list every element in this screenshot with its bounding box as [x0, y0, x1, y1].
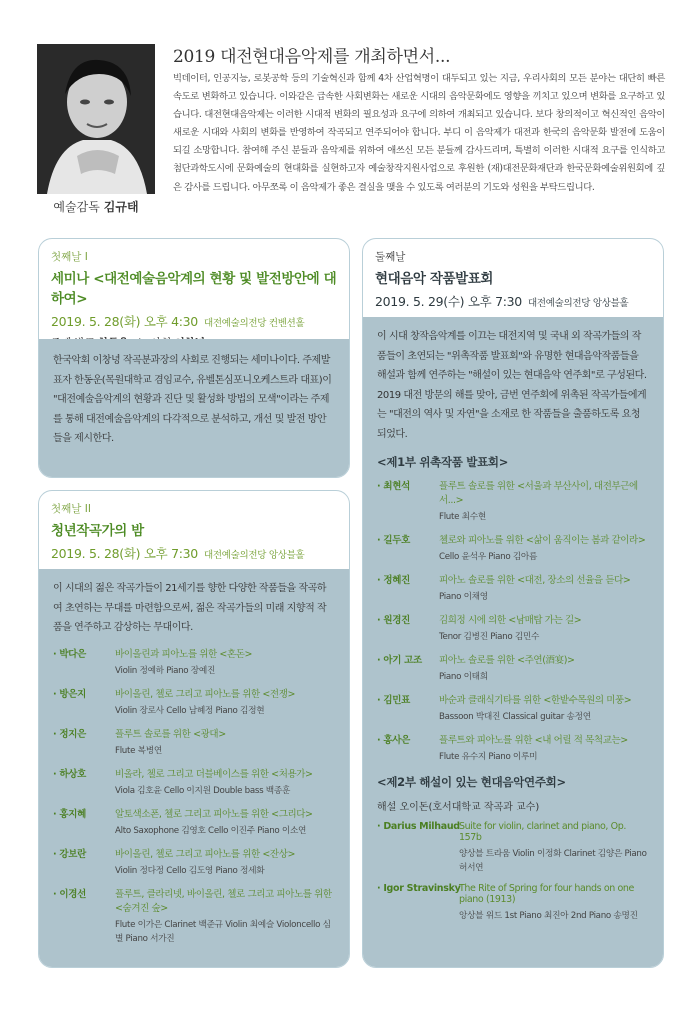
- work-title: 피아노 솔로를 위한 <대전, 장소의 선율을 듣다>: [439, 575, 631, 586]
- part1-title: <제1부 위촉작품 발표회>: [377, 455, 509, 469]
- composer-name: · 이경선: [53, 888, 86, 900]
- work-title: Suite for violin, clarinet and piano, Op. 157b: [459, 821, 626, 843]
- work-title: 플루트 솔로를 위한 <서울과 부산사이, 대전부근에서...>: [439, 481, 638, 506]
- work-title: 바이올린과 피아노를 위한 <혼돈>: [115, 648, 253, 660]
- program-item: [377, 883, 649, 923]
- event-description: 이 시대 창작음악계를 이끄는 대전지역 및 국내 외 작곡가들의 작품들이 초연되는 "위촉작품 발표회"와 유명한 현대음악작품들을 해설과 함께 연주하는 "해설이 있는 현대음악 연주회"로 구성된다. 2019 대전 방문의 해를 맞아, 금번 연주회에 위촉된 작곡가들에게는 "대전의 역사 및 자연"을 소재로 한 작품들을 출품하도록 요청되었다.: [377, 331, 647, 440]
- event-datetime: [51, 544, 337, 562]
- caption-role: 예술감독: [53, 200, 100, 214]
- work-title: 플루트 솔로를 위한 <광대>: [115, 728, 226, 740]
- venue: 대전예술의전당 앙상블홀: [527, 298, 629, 309]
- panel-body: [363, 317, 663, 967]
- intro-body: 빅데이터, 인공지능, 로봇공학 등의 기술혁신과 함께 4차 산업혁명이 대두되고 있는 지금, 우리사회의 모든 분야는 대단히 빠른 속도로 변화하고 있습니다. 이와같은 급속한 사회변화는 새로운 시대의 음악문화에도 영향을 끼치고 있으며 변화를 요구하고 있습니다. 대전현대음악제는 이러한 시대적 변화의 필요성과 요구에 의하여 개최되고 있습니다. 보다 창의적이고 혁신적인 음악이 새로운 시대와 사회의 변화를 반영하여 작곡되고 연주되어야 합니다. 부디 이 음악제가 대전과 한국의 음악문화 발전에 도움이 되길 소망합니다. 참여해 주신 분들과 음악제를 위하여 애쓰신 모든 분들께 감사드리며, 특별히 이러한 시대적 요구를 인식하고 첨단과학도시에 문화예술의 현대화를 실현하고자 예술창작지원사업으로 후원한 (재)대전문화재단과 한국문화예술위원회에 깊은 감사를 드립니다. 아무쪼록 이 음악제가 좋은 결실을 맺을 수 있도록 여러분의 기도와 성원을 부탁드립니다.: [173, 73, 665, 193]
- datetime-text: 2019. 5. 28(화) 오후 7:30: [51, 546, 198, 561]
- composer-name: · 방은지: [53, 688, 86, 700]
- performers: Viola 김호윤 Cello 이지원 Double bass 백종훈: [115, 785, 291, 796]
- datetime-text: 2019. 5. 28(화) 오후 4:30: [51, 314, 198, 329]
- program-list: [53, 646, 335, 946]
- intro-title: 2019 대전현대음악제를 개최하면서...: [173, 47, 451, 67]
- performers: Alto Saxophone 김영호 Cello 이진주 Piano 이소연: [115, 825, 307, 836]
- performers: Violin 정다정 Cello 김도영 Piano 정세화: [115, 865, 265, 876]
- composer-name: · 원경진: [377, 615, 410, 626]
- composer-name: · 홍지혜: [53, 808, 86, 820]
- composer-name: · Igor Stravinsky: [377, 883, 461, 894]
- performers: 양상블 트라움 Violin 이정화 Clarinet 김양은 Piano 허서연: [459, 849, 647, 873]
- composer-name: · 정혜진: [377, 575, 410, 586]
- director-portrait: [37, 44, 155, 194]
- program-item: [53, 726, 335, 758]
- event-datetime: [51, 312, 337, 330]
- work-title: 비올라, 첼로 그리고 더블베이스를 위한 <처용가>: [115, 768, 313, 780]
- performers: Piano 이채영: [439, 592, 488, 602]
- program-list: [377, 821, 649, 923]
- program-item: [53, 766, 335, 798]
- composer-name: · 정지은: [53, 728, 86, 740]
- work-title: 플루트, 클라리넷, 바이올린, 첼로 그리고 피아노를 위한 <숨겨진 숲>: [115, 888, 332, 914]
- event-description: 한국악회 이창녕 작곡분과장의 사회로 진행되는 세미나이다. 주제발표자 한동운(목원대학교 겸임교수, 유벨톤심포니오케스트라 대표)이 "대전예술음악계의 현황과 진단 및 활성화 방법의 모색"이라는 주제를 통해 대전예술음악계의 다각적으로 분석하고, 개선 및 발전 방안들을 제시한다.: [53, 355, 332, 444]
- performers: Violin 정예하 Piano 장예진: [115, 665, 216, 676]
- program-item: [377, 732, 649, 764]
- event-title: 청년작곡가의 밤: [51, 523, 144, 539]
- composer-name: · 강보란: [53, 848, 86, 860]
- program-item: [377, 572, 649, 604]
- work-title: The Rite of Spring for four hands on one piano (1913): [459, 883, 634, 905]
- program-item: [377, 478, 649, 524]
- panel-body: [39, 569, 349, 967]
- work-title: 피아노 솔로를 위한 <주연(酒宴)>: [439, 655, 575, 666]
- portrait-caption: [37, 198, 155, 215]
- program-item: [377, 652, 649, 684]
- event-title: 현대음악 작품발표회: [375, 271, 494, 287]
- performers: Flute 복병연: [115, 745, 162, 756]
- part2-title: <제2부 해설이 있는 현대음악연주회>: [377, 775, 566, 789]
- performers: Flute 유수지 Piano 이루미: [439, 752, 538, 762]
- panel-day2-premiere: [362, 238, 664, 968]
- event-title: 세미나 <대전예술음악계의 현황 및 발전방안에 대하여>: [51, 271, 337, 307]
- program-item: [53, 886, 335, 946]
- composer-name: · 박다은: [53, 648, 86, 660]
- work-title: 첼로와 피아노를 위한 <삶이 움직이는 봄과 같이라>: [439, 535, 646, 546]
- performers: Bassoon 박대진 Classical guitar 송정연: [439, 712, 591, 722]
- panel-day1-composers-night: [38, 490, 350, 968]
- performers: Tenor 김병진 Piano 김민수: [439, 632, 540, 642]
- composer-name: · 홍사은: [377, 735, 410, 746]
- work-title: 알토색소폰, 첼로 그리고 피아노를 위한 <그리다>: [115, 808, 313, 820]
- program-item: [377, 612, 649, 644]
- day-label: 첫째날 II: [51, 503, 91, 515]
- day-label: 첫째날 I: [51, 251, 88, 263]
- composer-name: · 최현석: [377, 481, 410, 492]
- performers: 앙상블 위드 1st Piano 최진아 2nd Piano 송명진: [459, 911, 638, 921]
- work-title: 바순과 클래식기타를 위한 <한밭수목원의 미풍>: [439, 695, 632, 706]
- event-description: 이 시대의 젊은 작곡가들이 21세기를 향한 다양한 작품들을 작곡하여 초연하는 무대를 마련함으로써, 젊은 작곡가들의 미래 지향적 작품을 연주하고 감상하는 무대이다.: [53, 583, 327, 633]
- panel-day1-seminar: [38, 238, 350, 478]
- venue: 대전예술의전당 앙상블홀: [203, 550, 305, 561]
- part2-host: 해설 오이돈(호서대학교 작곡과 교수): [377, 802, 540, 813]
- work-title: 바이올린, 첼로 그리고 피아노를 위한 <잔상>: [115, 848, 296, 860]
- work-title: 플루트와 피아노를 위한 <내 어릴 적 목척교는>: [439, 735, 628, 746]
- program-list: [377, 478, 649, 764]
- program-item: [53, 686, 335, 718]
- performers: Cello 윤석우 Piano 김아름: [439, 552, 538, 562]
- program-item: [377, 821, 649, 875]
- performers: Violin 장로사 Cello 남혜정 Piano 김정현: [115, 705, 265, 716]
- composer-name: · 김민표: [377, 695, 410, 706]
- composer-name: · 하상호: [53, 768, 86, 780]
- program-item: [53, 646, 335, 678]
- venue: 대전예술의전당 컨벤션홀: [203, 318, 305, 329]
- performers: Flute 이가은 Clarinet 백준규 Violin 최예슬 Violoncello 심별 Piano 서가진: [115, 919, 331, 944]
- work-title: 김희정 시에 의한 <남매탑 가는 길>: [439, 615, 582, 626]
- program-item: [377, 692, 649, 724]
- performers: Flute 최수현: [439, 512, 486, 522]
- datetime-text: 2019. 5. 29(수) 오후 7:30: [375, 294, 522, 309]
- performers: Piano 이태희: [439, 672, 488, 682]
- day-label: 둘째날: [375, 251, 406, 263]
- program-item: [53, 846, 335, 878]
- work-title: 바이올린, 첼로 그리고 피아노를 위한 <전쟁>: [115, 688, 296, 700]
- event-datetime: [375, 292, 651, 310]
- program-item: [377, 532, 649, 564]
- composer-name: · Darius Milhaud: [377, 821, 460, 832]
- caption-name: 김규태: [103, 200, 139, 214]
- composer-name: · 아기 고조: [377, 655, 422, 666]
- composer-name: · 길두호: [377, 535, 410, 546]
- program-item: [53, 806, 335, 838]
- panel-body: [39, 339, 349, 477]
